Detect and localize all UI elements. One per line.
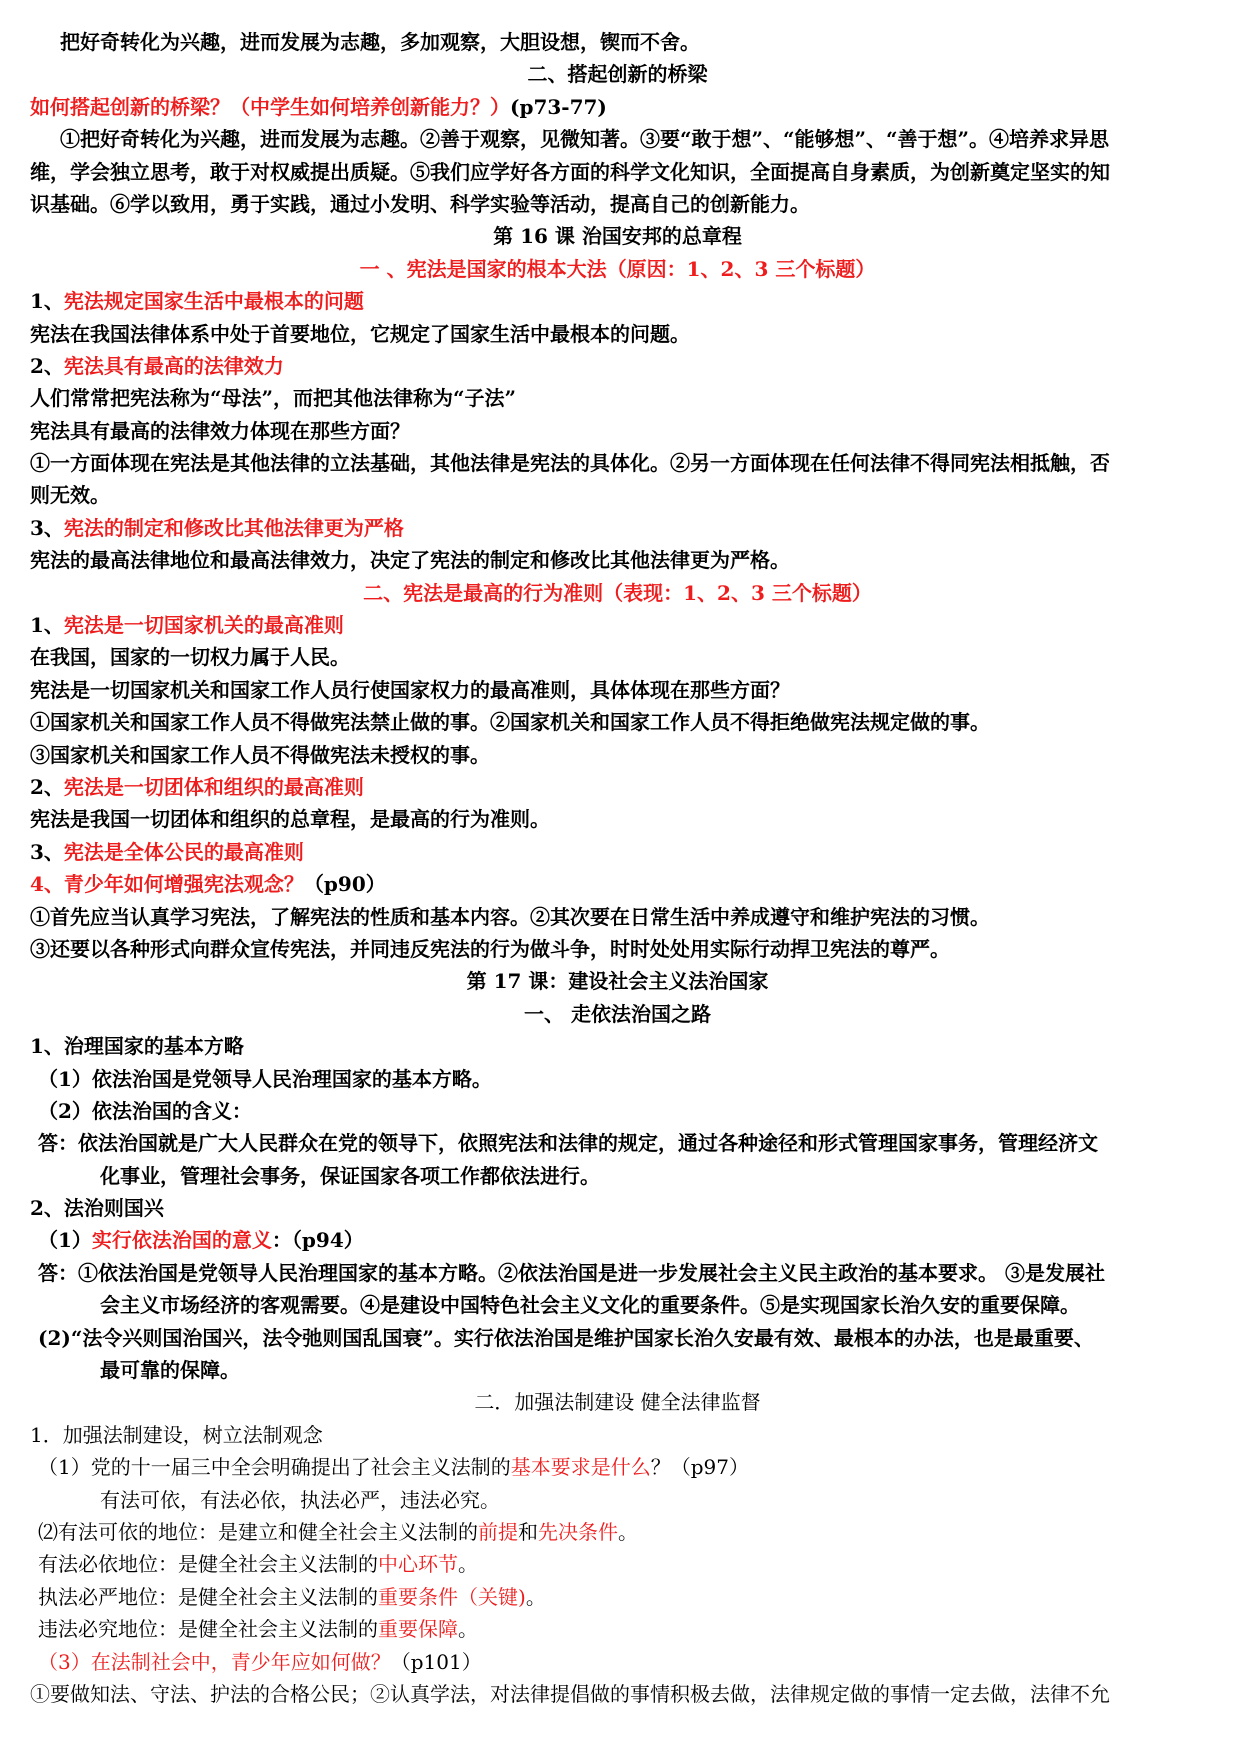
- highlighted-text: 宪法是全体公民的最高准则: [63, 839, 304, 864]
- text-span: 2、: [30, 353, 64, 378]
- highlighted-text: 4、青少年如何增强宪法观念？: [30, 872, 304, 897]
- text-span: ①一方面体现在宪法是其他法律的立法基础，其他法律是宪法的具体化。②另一方面体现在任何法律不得同宪法相抵触，否: [30, 451, 1110, 476]
- text-line: [30, 285, 1205, 317]
- text-line: [30, 1030, 1205, 1062]
- text-line: [30, 1127, 1205, 1159]
- text-span: ⑵有法可依的地位：是建立和健全社会主义法制的: [38, 1519, 478, 1544]
- text-span: 1、: [30, 613, 64, 638]
- highlighted-text: 宪法规定国家生活中最根本的问题: [63, 289, 364, 314]
- text-span: 则无效。: [30, 483, 110, 508]
- text-line: [30, 933, 1205, 965]
- text-line: [30, 1451, 1205, 1483]
- text-line: [30, 674, 1205, 706]
- text-line: [30, 1419, 1205, 1451]
- text-span: (p73-77): [510, 94, 607, 119]
- text-span: ③国家机关和国家工作人员不得做宪法未授权的事。: [30, 742, 490, 767]
- text-span: 。: [458, 1617, 478, 1642]
- text-span: 维，学会独立思考，敢于对权威提出质疑。⑤我们应学好各方面的科学文化知识，全面提高自身素质，为创新奠定坚实的知: [30, 159, 1110, 184]
- text-line: [30, 156, 1205, 188]
- text-line: [30, 350, 1205, 382]
- text-line: [30, 447, 1205, 479]
- text-span: 第 16 课 治国安邦的总章程: [493, 224, 742, 249]
- text-line: [30, 901, 1205, 933]
- section-heading: [30, 998, 1205, 1030]
- text-span: 会主义市场经济的客观需要。④是建设中国特色社会主义文化的重要条件。⑤是实现国家长治久安的重要保障。: [100, 1293, 1080, 1318]
- text-span: 和: [518, 1519, 538, 1544]
- highlighted-text: 二、宪法是最高的行为准则（表现：1、2、3 三个标题）: [363, 580, 872, 605]
- text-span: (2)“法令兴则国治国兴，法令弛则国乱国衰”。实行依法治国是维护国家长治久安最有效、最根本的办法，也是最重要、: [38, 1325, 1094, 1350]
- text-line: [30, 1484, 1205, 1516]
- text-line: [30, 641, 1205, 673]
- text-line: [30, 868, 1205, 900]
- text-line: [30, 1322, 1205, 1354]
- text-span: 答：依法治国就是广大人民群众在党的领导下，依照宪法和法律的规定，通过各种途径和形式管理国家事务，管理经济文: [38, 1131, 1098, 1156]
- highlighted-text: 宪法具有最高的法律效力: [63, 353, 284, 378]
- highlighted-text: 一 、宪法是国家的根本大法（原因：1、2、3 三个标题）: [359, 256, 876, 281]
- text-line: [30, 836, 1205, 868]
- text-span: 。: [618, 1519, 638, 1544]
- text-line: [30, 512, 1205, 544]
- highlighted-text: 宪法是一切国家机关的最高准则: [63, 613, 344, 638]
- text-line: [30, 1289, 1205, 1321]
- text-span: （2）依法治国的含义：: [38, 1098, 252, 1123]
- text-span: （1）: [38, 1228, 92, 1253]
- text-span: 2、: [30, 774, 64, 799]
- text-line: [30, 91, 1205, 123]
- highlighted-text: 实行依法治国的意义: [91, 1228, 272, 1253]
- highlighted-text: 宪法是一切团体和组织的最高准则: [63, 774, 364, 799]
- text-line: [30, 1063, 1205, 1095]
- text-span: 3、: [30, 515, 64, 540]
- highlighted-text: 前提: [478, 1519, 518, 1544]
- text-line: [30, 318, 1205, 350]
- text-span: ①要做知法、守法、护法的合格公民；②认真学法，对法律提倡做的事情积极去做，法律规定做的事情一定去做，法律不允: [30, 1681, 1110, 1706]
- section-heading: [30, 965, 1205, 997]
- text-line: [30, 382, 1205, 414]
- text-span: （1）党的十一届三中全会明确提出了社会主义法制的: [38, 1455, 511, 1480]
- text-line: [30, 544, 1205, 576]
- text-span: 化事业，管理社会事务，保证国家各项工作都依法进行。: [100, 1163, 600, 1188]
- text-span: （1）依法治国是党领导人民治理国家的基本方略。: [38, 1066, 492, 1091]
- text-line: [30, 415, 1205, 447]
- text-line: [30, 123, 1205, 155]
- text-span: ①国家机关和国家工作人员不得做宪法禁止做的事。②国家机关和国家工作人员不得拒绝做宪法规定做的事。: [30, 710, 990, 735]
- text-line: [30, 1160, 1205, 1192]
- text-line: [30, 1095, 1205, 1127]
- text-span: 宪法在我国法律体系中处于首要地位，它规定了国家生活中最根本的问题。: [30, 321, 690, 346]
- text-line: [30, 188, 1205, 220]
- text-line: [30, 771, 1205, 803]
- text-line: [30, 1224, 1205, 1256]
- highlighted-text: 重要保障: [378, 1617, 458, 1642]
- text-span: （p101）: [390, 1649, 482, 1674]
- text-span: 1．加强法制建设，树立法制观念: [30, 1422, 323, 1447]
- text-span: 1、治理国家的基本方略: [30, 1034, 244, 1059]
- text-span: ③还要以各种形式向群众宣传宪法，并同违反宪法的行为做斗争，时时处处用实际行动捍卫宪法的尊严。: [30, 936, 950, 961]
- text-span: 3、: [30, 839, 64, 864]
- text-line: [30, 706, 1205, 738]
- text-span: 一、 走依法治国之路: [524, 1001, 711, 1026]
- text-span: 二．加强法制建设 健全法律监督: [474, 1390, 761, 1415]
- text-line: [30, 803, 1205, 835]
- highlighted-text: （3）在法制社会中，青少年应如何做？: [38, 1649, 391, 1674]
- text-span: 宪法具有最高的法律效力体现在那些方面？: [30, 418, 410, 443]
- text-line: [30, 609, 1205, 641]
- text-span: 宪法的最高法律地位和最高法律效力，决定了宪法的制定和修改比其他法律更为严格。: [30, 548, 790, 573]
- text-span: 有法必依地位：是健全社会主义法制的: [38, 1552, 378, 1577]
- text-line: [30, 1548, 1205, 1580]
- section-heading: [30, 58, 1205, 90]
- text-line: [30, 1354, 1205, 1386]
- text-span: 二、搭起创新的桥梁: [527, 62, 708, 87]
- highlighted-text: 宪法的制定和修改比其他法律更为严格: [63, 515, 404, 540]
- text-line: [30, 1516, 1205, 1548]
- text-span: 答：①依法治国是党领导人民治理国家的基本方略。②依法治国是进一步发展社会主义民主政治的基本要求。 ③是发展社: [38, 1260, 1105, 1285]
- text-line: [30, 1646, 1205, 1678]
- text-line: [30, 1257, 1205, 1289]
- text-span: 宪法是我国一切团体和组织的总章程，是最高的行为准则。: [30, 807, 550, 832]
- text-line: [30, 26, 1205, 58]
- text-span: 有法可依，有法必依，执法必严，违法必究。: [100, 1487, 500, 1512]
- text-line: [30, 1613, 1205, 1645]
- section-heading: [30, 253, 1205, 285]
- text-span: 宪法是一切国家机关和国家工作人员行使国家权力的最高准则，具体体现在那些方面？: [30, 677, 790, 702]
- section-heading: [30, 1386, 1205, 1418]
- text-span: 人们常常把宪法称为“母法”，而把其他法律称为“子法”: [30, 386, 517, 411]
- text-span: （p90）: [303, 872, 386, 897]
- text-line: [30, 1192, 1205, 1224]
- text-span: 把好奇转化为兴趣，进而发展为志趣，多加观察，大胆设想，锲而不舍。: [60, 30, 700, 54]
- section-heading: [30, 577, 1205, 609]
- highlighted-text: 先决条件: [538, 1519, 618, 1544]
- text-span: 2、法治则国兴: [30, 1196, 164, 1221]
- text-line: [30, 1581, 1205, 1613]
- text-line: [30, 739, 1205, 771]
- text-span: ：（p94）: [271, 1228, 364, 1253]
- text-span: 1、: [30, 289, 64, 314]
- text-span: 。: [525, 1584, 546, 1609]
- section-heading: [30, 220, 1205, 252]
- text-span: 最可靠的保障。: [100, 1358, 240, 1383]
- text-span: ①把好奇转化为兴趣，进而发展为志趣。②善于观察，见微知著。③要“敢于想”、“能够想”、“善于想”。④培养求异思: [60, 127, 1110, 152]
- highlighted-text: 基本要求是什么: [510, 1455, 651, 1480]
- text-span: 识基础。⑥学以致用，勇于实践，通过小发明、科学实验等活动，提高自己的创新能力。: [30, 191, 810, 216]
- text-span: 违法必究地位：是健全社会主义法制的: [38, 1617, 378, 1642]
- highlighted-text: 重要条件（关键): [378, 1584, 526, 1609]
- text-span: 在我国，国家的一切权力属于人民。: [30, 645, 350, 670]
- text-span: ①首先应当认真学习宪法，了解宪法的性质和基本内容。②其次要在日常生活中养成遵守和维护宪法的习惯。: [30, 904, 990, 929]
- text-span: ？（p97）: [650, 1455, 749, 1480]
- text-span: 第 17 课：建设社会主义法治国家: [466, 969, 769, 994]
- text-span: 。: [458, 1552, 478, 1577]
- text-span: 执法必严地位：是健全社会主义法制的: [38, 1584, 378, 1609]
- highlighted-text: 如何搭起创新的桥梁？（中学生如何培养创新能力？）: [30, 94, 510, 119]
- text-line: [30, 1678, 1205, 1710]
- text-line: [30, 479, 1205, 511]
- highlighted-text: 中心环节: [378, 1552, 458, 1577]
